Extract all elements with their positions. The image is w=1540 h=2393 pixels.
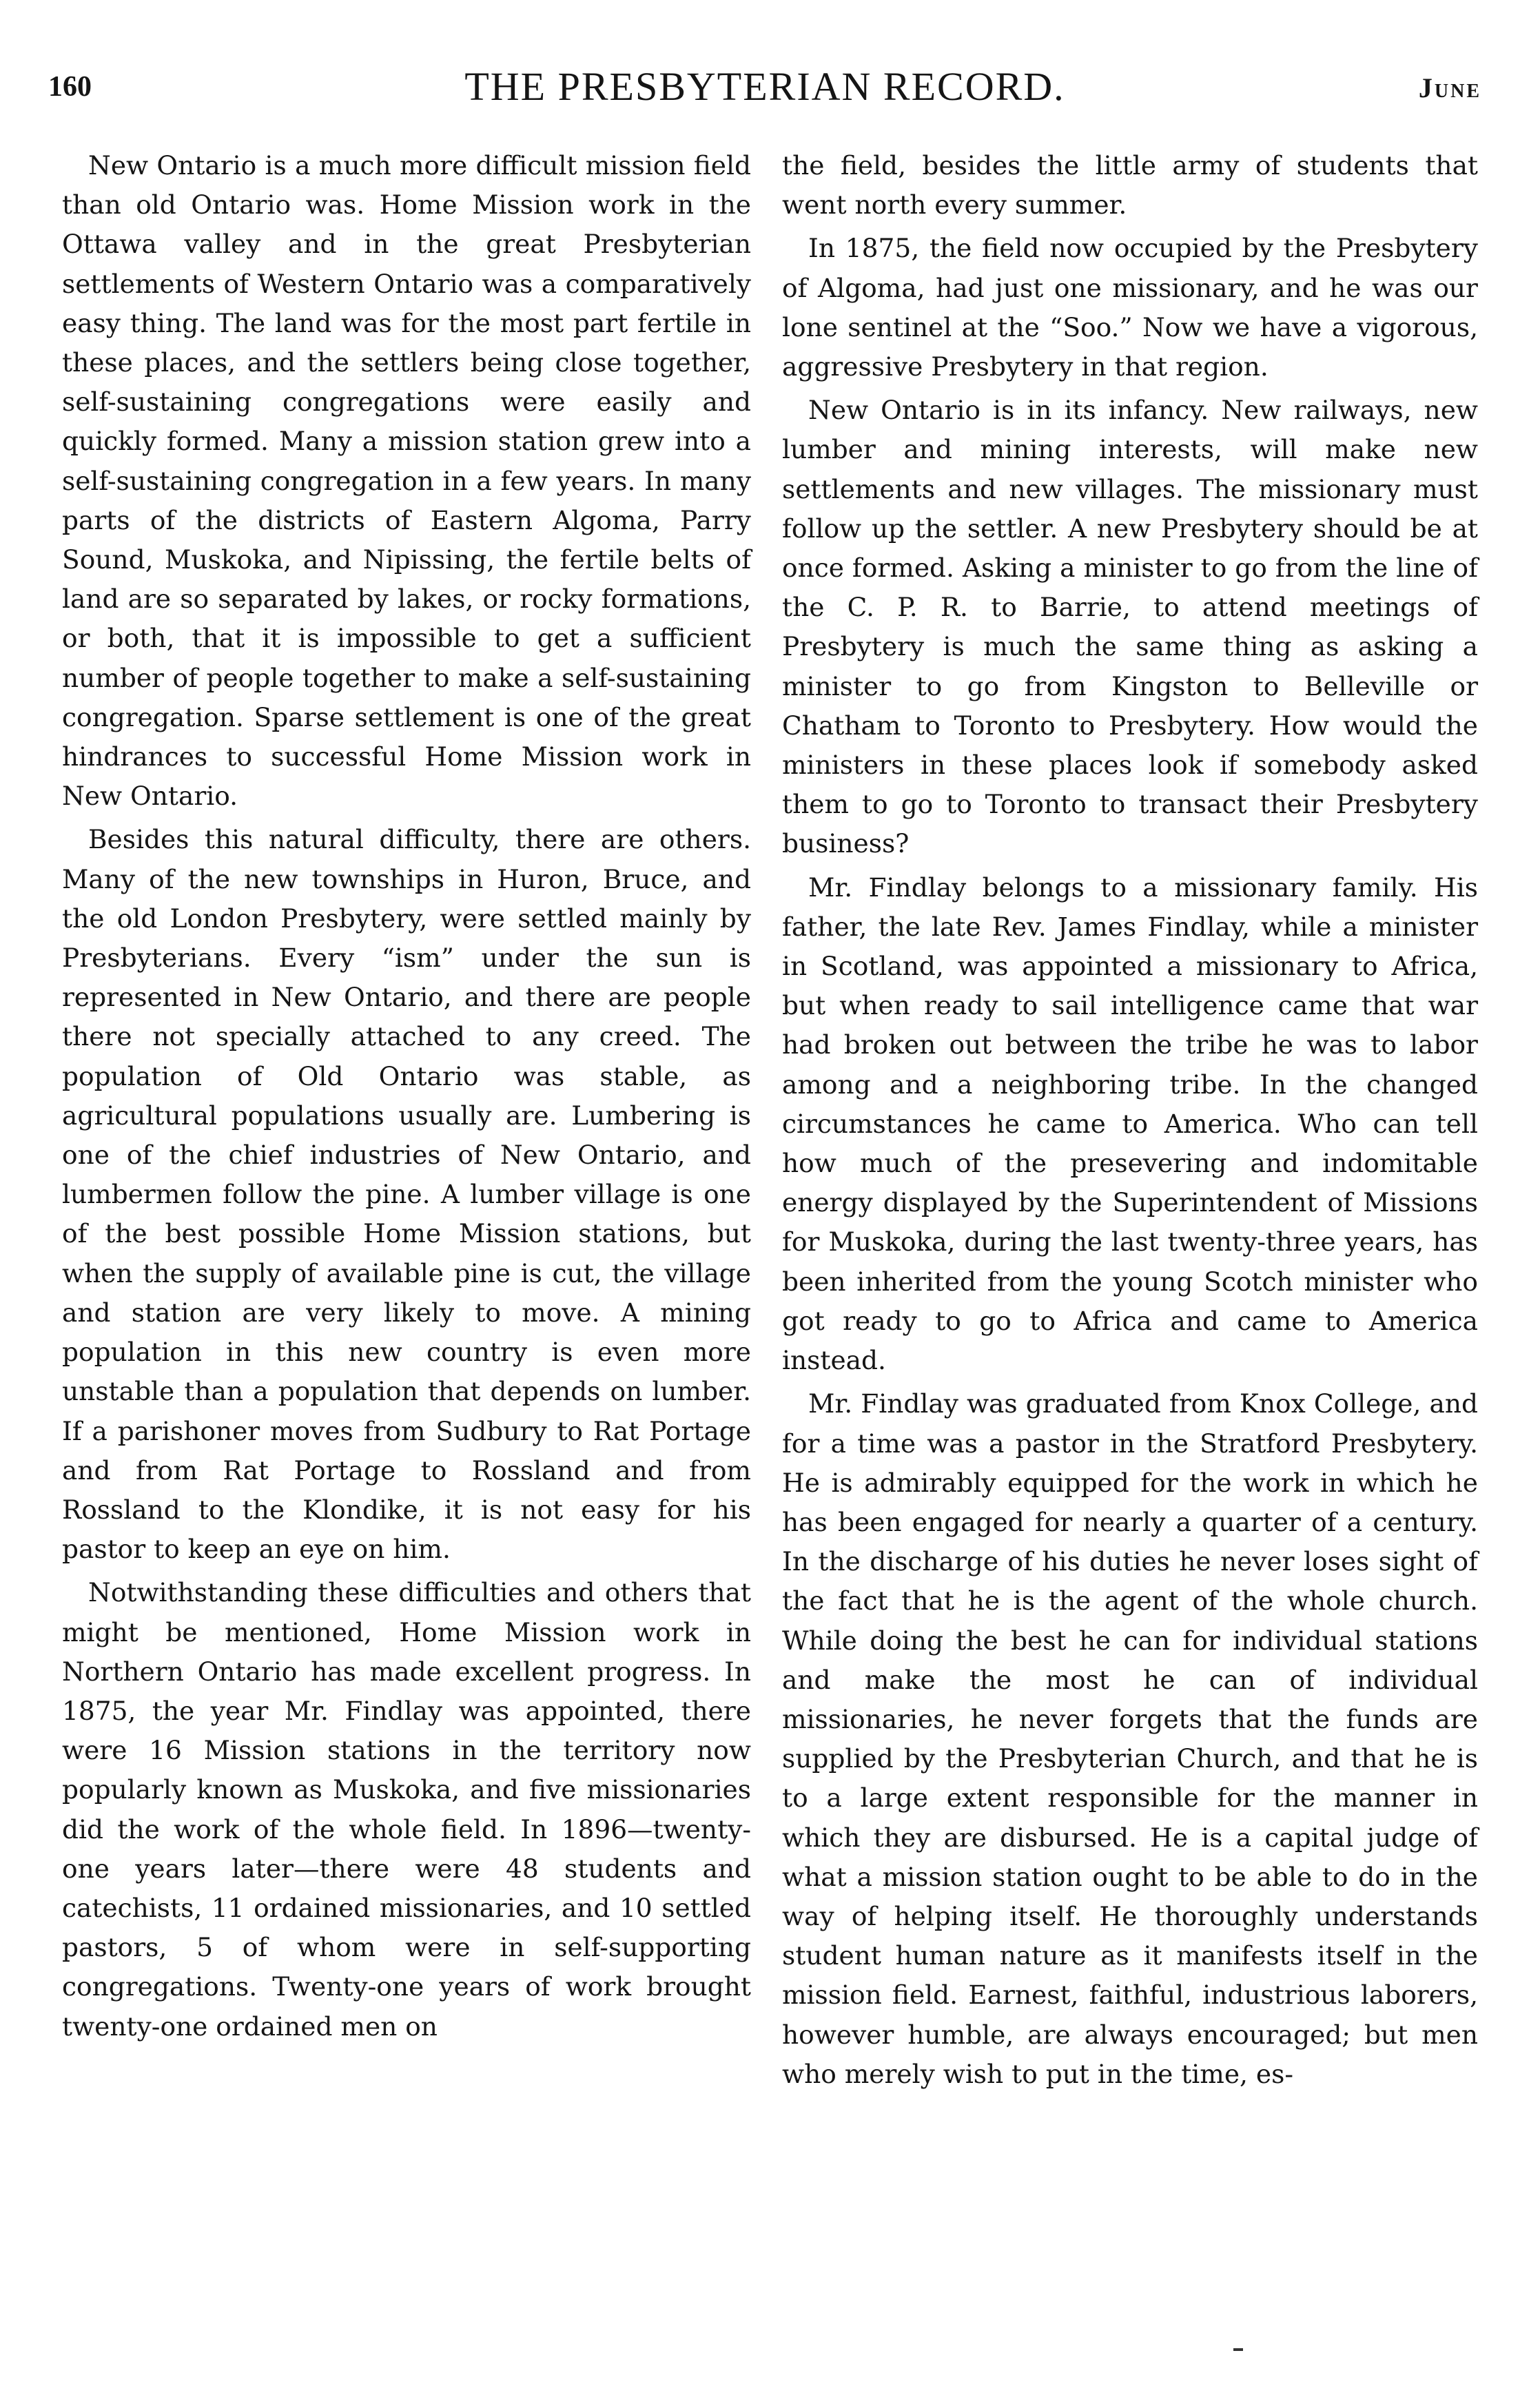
paragraph: the field, besides the little army of students that went north every summer. [782, 150, 1478, 220]
right-column [782, 146, 1478, 2098]
paragraph: New Ontario is in its infancy. New railways, new lumber and mining interests, will make new settlements and new villages. The missionary must follow up the settler. A new Presbytery should be at once formed. Asking a minister to go from the line of the C. P. R. to Barrie, to attend meetings of Presbytery is much the same thing as asking a minister to go from Kingston to Belleville or Chatham to Toronto to Presbytery. How would the ministers in these places look if somebody asked them to go to Toronto to transact their Presbytery business? [782, 395, 1478, 859]
paragraph: Mr. Findlay was graduated from Knox College, and for a time was a pastor in the Stratford Presbytery. He is admirably equipped for the work in which he has been engaged for nearly a quarter of a century. In the discharge of his duties he never loses sight of the fact that he is the agent of the whole church. While doing the best he can for individual stations and make the most he can of individual missionaries, he never forgets that the funds are supplied by the Presbyterian Church, and that he is to a large extent responsible for the manner in which they are disbursed. He is a capital judge of what a mission station ought to be able to do in the way of helping itself. He thoroughly understands student human nature as it manifests itself in the mission field. Earnest, faithful, industrious laborers, however humble, are always encouraged; but men who merely wish to put in the time, es- [782, 1388, 1478, 2089]
footer-mark [1233, 2348, 1243, 2351]
page-number: 160 [48, 71, 92, 103]
page-header [48, 63, 1481, 119]
paragraph: Besides this natural difficulty, there are others. Many of the new townships in Huron, Bruce, and the old London Presbytery, were settled mainly by Presbyterians. Every “ism” under the sun is represented in New Ontario, and there are people there not specially attached to any creed. The population of Old Ontario was stable, as agricultural populations usually are. Lumbering is one of the chief industries of New Ontario, and lumbermen follow the pine. A lumber village is one of the best possible Home Mission stations, but when the supply of available pine is cut, the village and station are very likely to move. A mining population in this new country is even more unstable than a population that depends on lumber. If a parishoner moves from Sudbury to Rat Portage and from Rat Portage to Rossland and from Rossland to the Klondike, it is not easy for his pastor to keep an eye on him. [62, 824, 751, 1565]
paragraph: Mr. Findlay belongs to a missionary family. His father, the late Rev. James Findlay, while a minister in Scotland, was appointed a missionary to Africa, but when ready to sail intelligence came that war had broken out between the tribe he was to labor among and a neighboring tribe. In the changed circumstances he came to America. Who can tell how much of the presevering and indomitable energy displayed by the Superintendent of Missions for Muskoka, during the last twenty-three years, has been inherited from the young Scotch minister who got ready to go to Africa and came to America instead. [782, 872, 1478, 1376]
paragraph: Notwithstanding these difficulties and others that might be mentioned, Home Mission work in Northern Ontario has made excellent progress. In 1875, the year Mr. Findlay was appointed, there were 16 Mission stations in the territory now popularly known as Muskoka, and five missionaries did the work of the whole field. In 1896—twenty-one years later—there were 48 students and catechists, 11 ordained missionaries, and 10 settled pastors, 5 of whom were in self-supporting congregations. Twenty-one years of work brought twenty-one ordained men on [62, 1577, 751, 2042]
journal-title: THE PRESBYTERIAN RECORD. [464, 64, 1065, 109]
issue-month: June [1418, 72, 1481, 103]
paragraph: In 1875, the field now occupied by the Presbytery of Algoma, had just one missionary, and he was our lone sentinel at the “Soo.” Now we have a vigorous, aggressive Presbytery in that region. [782, 233, 1478, 382]
left-column [62, 146, 751, 2051]
paragraph: New Ontario is a much more difficult mission field than old Ontario was. Home Mission work in the Ottawa valley and in the great Presbyterian settlements of Western Ontario was a comparatively easy thing. The land was for the most part fertile in these places, and the settlers being close together, self-sustaining congregations were easily and quickly formed. Many a mission station grew into a self-sustaining congregation in a few years. In many parts of the districts of Eastern Algoma, Parry Sound, Muskoka, and Nipissing, the fertile belts of land are so separated by lakes, or rocky formations, or both, that it is impossible to get a sufficient number of people together to make a self-sustaining congregation. Sparse settlement is one of the great hindrances to successful Home Mission work in New Ontario. [62, 150, 751, 812]
